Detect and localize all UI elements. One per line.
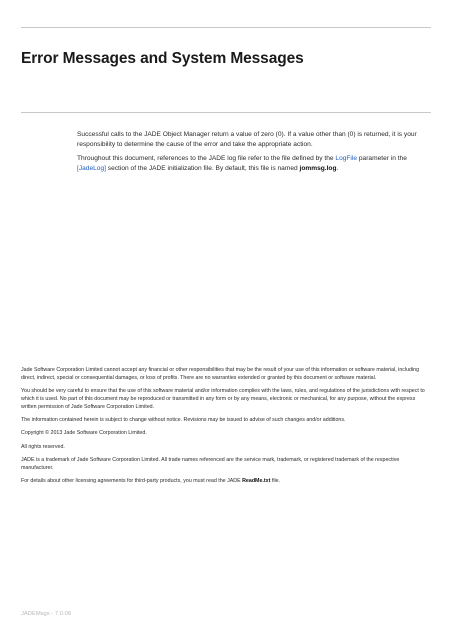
intro-text-segment: Throughout this document, references to the JADE log file refer to the file defined by the	[77, 155, 336, 163]
legal-paragraph-trademark: JADE is a trademark of Jade Software Corporation Limited. All trade names referenced are the service mark, trademark, or registered trademark of the respective manufacturer.	[21, 456, 400, 471]
jadelog-link[interactable]: [JadeLog]	[77, 164, 106, 172]
legal-paragraph-licensing	[21, 478, 431, 486]
logfile-link[interactable]: LogFile	[335, 155, 358, 163]
legal-paragraph-changes: The information contained herein is subject to change without notice. Revisions may be issued to advise of such changes and/or additions.	[21, 417, 346, 424]
intro-paragraph-return-value: Successful calls to the JADE Object Manager return a value of zero (0). If a value other than (0) is returned, it is your responsibility to determine the cause of the error and take the appropriate action.	[77, 131, 417, 148]
copyright-line: Copyright © 2013 Jade Software Corporation Limited.	[21, 430, 147, 437]
rights-reserved-line: All rights reserved.	[21, 443, 65, 450]
legal-paragraph-liability: Jade Software Corporation Limited cannot accept any financial or other responsibilities that may be the result of your use of this information or software material, including direct, indirect, special or consequential damages, or loss of profits. There are no warranties extended or granted by this document or software material.	[21, 367, 420, 381]
intro-text-segment: parameter in the	[357, 155, 407, 163]
legal-paragraph-compliance: You should be very careful to ensure that the use of this software material and/or information complies with the laws, rules, and regulations of the jurisdictions with respect to which it is used. No part of this document may be reproduced or transmitted in any form or by any means, electronic or mechanical, for any purpose, without the express written permission of Jade Software Corporation Limited.	[21, 388, 425, 410]
page-footer: JADEMsgs - 7.0.08	[21, 611, 71, 617]
intro-text-segment: section of the JADE initialization file. By default, this file is named	[105, 164, 300, 172]
intro-text-segment: .	[336, 164, 339, 172]
title-underline-rule	[21, 112, 431, 113]
legal-text-segment: file.	[270, 477, 281, 484]
readme-file-name: ReadMe.txt	[242, 477, 271, 484]
legal-notice	[21, 367, 431, 491]
page-title: Error Messages and System Messages	[21, 50, 304, 67]
intro-section	[77, 130, 429, 178]
log-file-name: jommsg.log	[299, 164, 337, 172]
legal-text-segment: For details about other licensing agreements for third-party products, you must read the JADE	[21, 477, 243, 484]
top-rule	[21, 27, 431, 28]
intro-paragraph-log-file	[77, 154, 429, 173]
